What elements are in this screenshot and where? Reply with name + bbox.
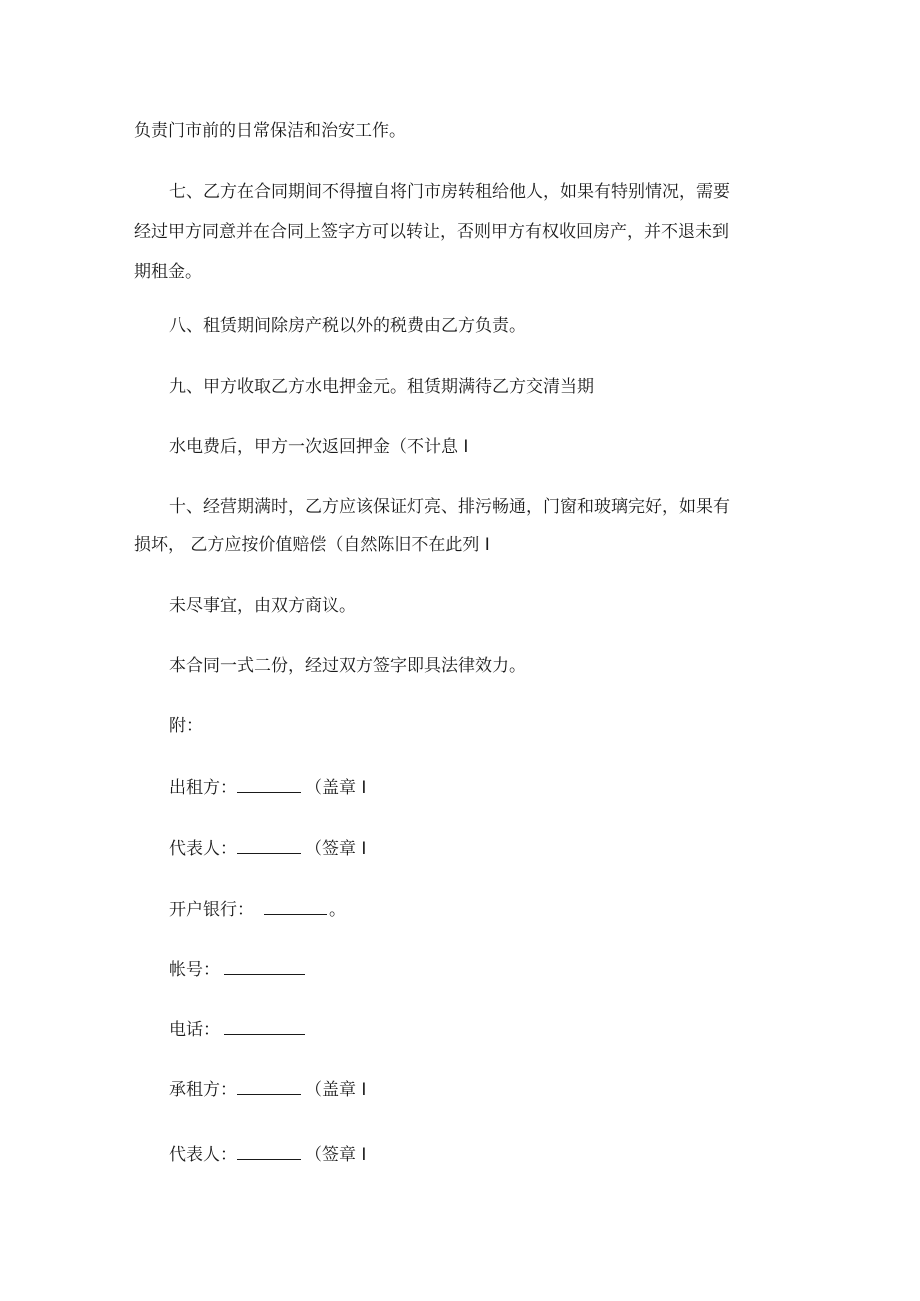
- text-line: 九、甲方收取乙方水电押金元。租赁期满待乙方交清当期: [169, 377, 594, 397]
- lessee-representative-line: [169, 1145, 366, 1164]
- clause-10: [134, 499, 784, 554]
- text-line: 水电费后，甲方一次返回押金（不计息 I: [169, 437, 469, 457]
- clause-copies: [169, 658, 526, 675]
- text-line: 附：: [169, 716, 203, 736]
- paragraph-continuation: [134, 123, 406, 140]
- field-suffix: （盖章 I: [305, 778, 367, 798]
- field-suffix: （签章 I: [305, 1145, 367, 1165]
- lessor-signature-line: [169, 778, 366, 797]
- lessor-representative-line: [169, 839, 366, 858]
- appendix-heading: [169, 718, 203, 735]
- field-label: 帐号：: [169, 960, 220, 980]
- phone-line: [169, 1020, 305, 1039]
- clause-9-line-1: [169, 379, 594, 396]
- lessor-representative-blank[interactable]: [237, 839, 301, 854]
- clause-9-line-2: [169, 439, 468, 456]
- field-label: 代表人：: [169, 839, 237, 859]
- field-label: 电话：: [169, 1020, 220, 1040]
- text-line: 本合同一式二份，经过双方签字即具法律效力。: [169, 656, 526, 676]
- field-label: 开户银行：: [169, 900, 254, 920]
- lessee-blank[interactable]: [237, 1080, 301, 1095]
- field-suffix: （盖章 I: [305, 1080, 367, 1100]
- text-line: 期租金。: [134, 262, 202, 282]
- field-suffix: （签章 I: [305, 839, 367, 859]
- clause-8: [169, 318, 526, 335]
- text-line: 七、乙方在合同期间不得擅自将门市房转租给他人，如果有特别情况，需要: [169, 182, 730, 202]
- text-line: 未尽事宜，由双方商议。: [169, 596, 356, 616]
- account-line: [169, 960, 305, 979]
- field-label: 出租方：: [169, 778, 237, 798]
- phone-blank[interactable]: [224, 1020, 305, 1035]
- lessee-signature-line: [169, 1080, 366, 1099]
- text-line: 损坏， 乙方应按价值赔偿（自然陈旧不在此列 I: [134, 535, 490, 555]
- text-line: 经过甲方同意并在合同上签字方可以转让，否则甲方有权收回房产，并不退未到: [134, 222, 729, 242]
- text-line: 八、租赁期间除房产税以外的税费由乙方负责。: [169, 316, 526, 336]
- account-blank[interactable]: [224, 960, 305, 975]
- field-label: 承租方：: [169, 1080, 237, 1100]
- field-suffix: 。: [329, 900, 346, 920]
- text-line: 负责门市前的日常保洁和治安工作。: [134, 121, 406, 141]
- bank-line: [169, 900, 346, 919]
- clause-misc: [169, 598, 356, 615]
- lessor-blank[interactable]: [237, 778, 301, 793]
- text-line: 十、经营期满时，乙方应该保证灯亮、排污畅通，门窗和玻璃完好，如果有: [169, 497, 730, 517]
- field-label: 代表人：: [169, 1145, 237, 1165]
- clause-7: [134, 184, 784, 281]
- lessee-representative-blank[interactable]: [237, 1145, 301, 1160]
- bank-blank[interactable]: [264, 900, 327, 915]
